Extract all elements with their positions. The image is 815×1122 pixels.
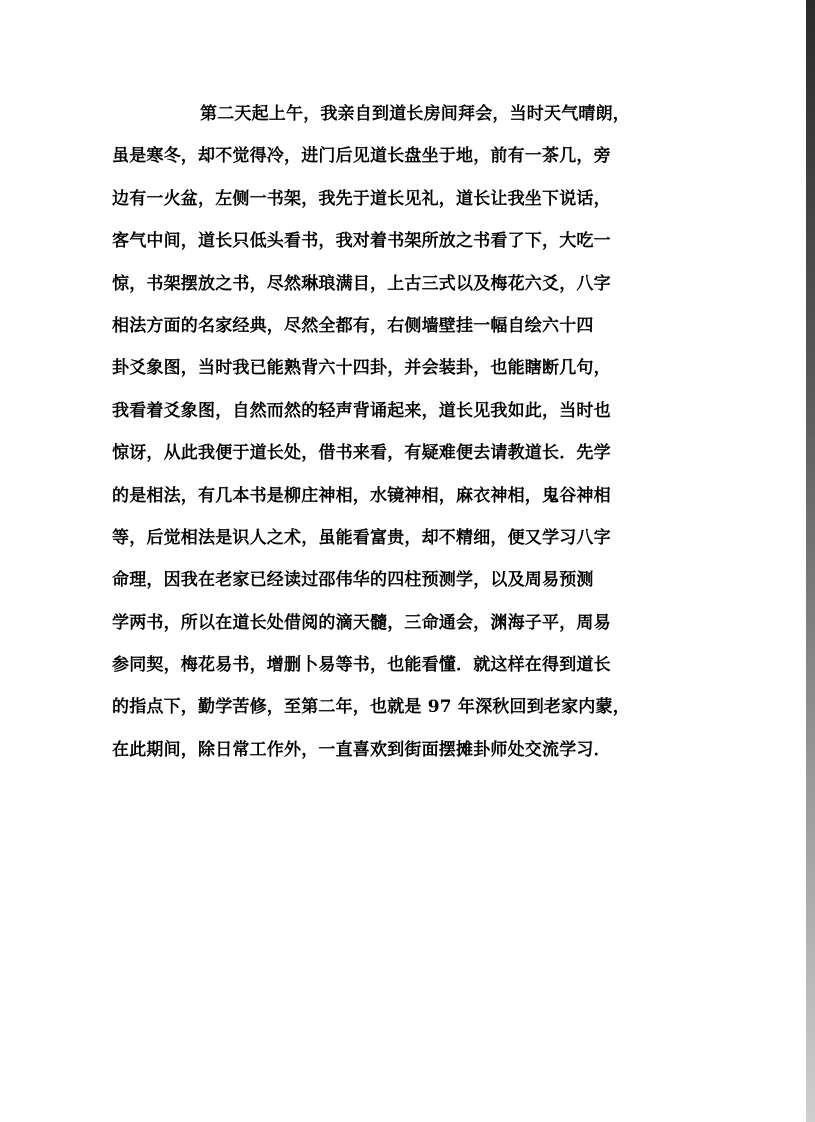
- page-edge-scrollbar[interactable]: [806, 0, 815, 1122]
- text-line: 惊，书架摆放之书，尽然琳琅满目，上古三式以及梅花六爻，八字: [112, 273, 611, 294]
- text-line: 的指点下，勤学苦修，至第二年，也就是 97 年深秋回到老家内蒙，: [112, 697, 630, 718]
- body-paragraph: [112, 93, 692, 771]
- text-line: 在此期间，除日常工作外，一直喜欢到街面摆摊卦师处交流学习．: [112, 739, 611, 760]
- text-line: 命理，因我在老家已经读过邵伟华的四柱预测学，以及周易预测: [112, 570, 594, 591]
- text-line: 参同契，梅花易书，增删卜易等书，也能看懂．就这样在得到道长: [112, 655, 611, 676]
- text-line: 边有一火盆，左侧一书架，我先于道长见礼，道长让我坐下说话，: [112, 188, 611, 209]
- text-line: 第二天起上午，我亲自到道长房间拜会，当时天气晴朗，: [200, 104, 630, 124]
- text-line: 的是相法，有几本书是柳庄神相，水镜神相，麻衣神相，鬼谷神相: [112, 485, 611, 506]
- text-line: 相法方面的名家经典，尽然全都有，右侧墙壁挂一幅自绘六十四: [112, 315, 594, 336]
- text-line: 等，后觉相法是识人之术，虽能看富贵，却不精细，便又学习八字: [112, 527, 611, 548]
- text-line: 惊讶，从此我便于道长处，借书来看，有疑难便去请教道长．先学: [112, 443, 611, 464]
- text-line: 虽是寒冬，却不觉得冷，进门后见道长盘坐于地，前有一茶几，旁: [112, 146, 611, 167]
- text-line: 我看着爻象图，自然而然的轻声背诵起来，道长见我如此，当时也: [112, 400, 611, 421]
- text-line: 卦爻象图，当时我已能熟背六十四卦，并会装卦，也能瞎断几句，: [112, 358, 611, 379]
- text-line: 学两书，所以在道长处借阅的滴天髓，三命通会，渊海子平，周易: [112, 612, 611, 633]
- text-line: 客气中间，道长只低头看书，我对着书架所放之书看了下，大吃一: [112, 231, 611, 252]
